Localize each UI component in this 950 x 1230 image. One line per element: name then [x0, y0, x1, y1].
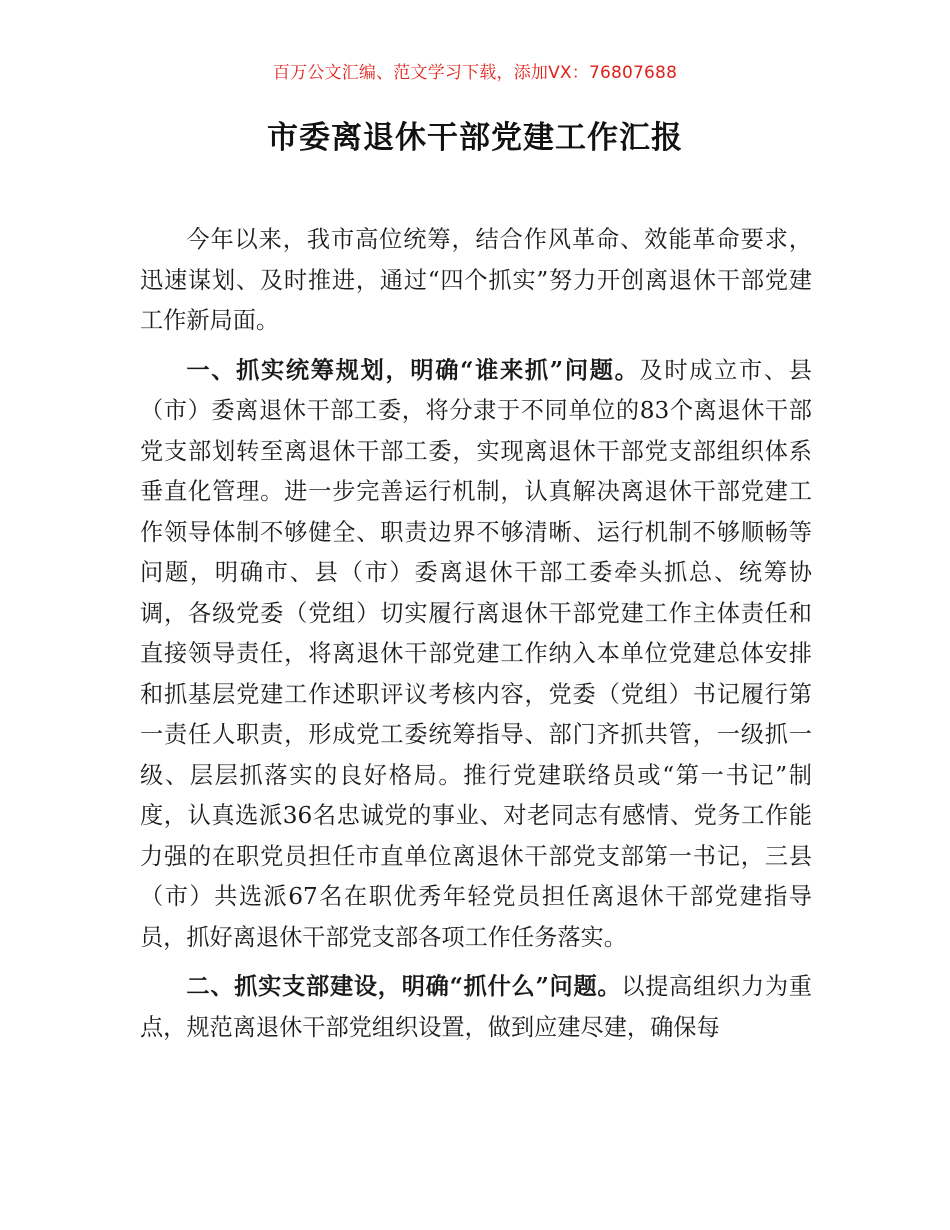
paragraph-text: 今年以来，我市高位统筹，结合作风革命、效能革命要求，迅速谋划、及时推进，通过“四个抓实”努力开创离退休干部党建工作新局面。 [140, 226, 812, 334]
paragraph-intro [140, 220, 812, 342]
paragraph-text: 以提高组织力为重点，规范离退休干部党组织设置，做到应建尽建，确保每 [140, 973, 812, 1041]
section-heading: 一、抓实统筹规划，明确“谁来抓”问题。 [186, 356, 640, 384]
header-watermark: 百万公文汇编、范文学习下载，添加VX：76807688 [272, 63, 678, 83]
paragraph-text: 及时成立市、县（市）委离退休干部工委，将分隶于不同单位的83个离退休干部党支部划转至离退休干部工委，实现离退休干部党支部组织体系垂直化管理。进一步完善运行机制，认真解决离退休干部党建工作领导体制不够健全、职责边界不够清晰、运行机制不够顺畅等问题，明确市、县（市）委离退休干部工委牵头抓总、统筹协调，各级党委（党组）切实履行离退休干部党建工作主体责任和直接领导责任，将离退休干部党建工作纳入本单位党建总体安排和抓基层党建工作述职评议考核内容，党委（党组）书记履行第一责任人职责，形成党工委统筹指导、部门齐抓共管，一级抓一级、层层抓落实的良好格局。推行党建联络员或“第一书记”制度，认真选派36名忠诚党的事业、对老同志有感情、党务工作能力强的在职党员担任市直单位离退休干部党支部第一书记，三县（市）共选派67名在职优秀年轻党员担任离退休干部党建指导员，抓好离退休干部党支部各项工作任务落实。 [140, 356, 812, 951]
document-title: 市委离退休干部党建工作汇报 [267, 120, 683, 156]
section-heading: 二、抓实支部建设，明确“抓什么”问题。 [186, 973, 622, 1000]
paragraph-section-two [140, 967, 812, 1048]
paragraph-section-one [140, 351, 812, 959]
document-body [140, 220, 812, 1057]
